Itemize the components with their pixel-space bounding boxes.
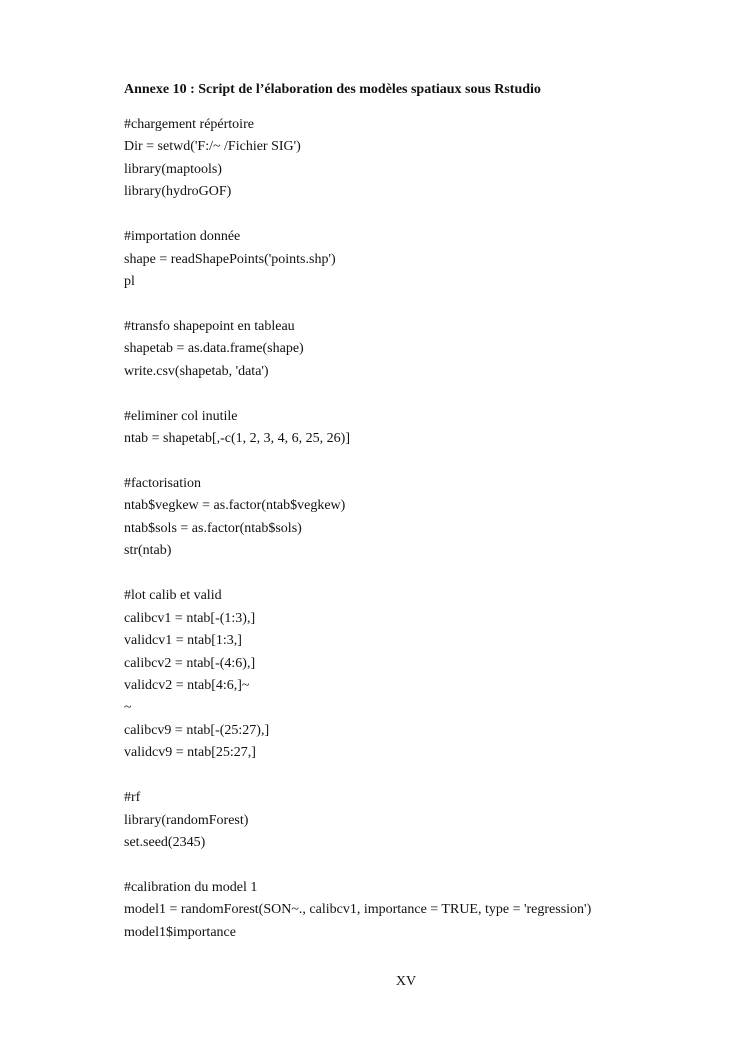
script-line: #eliminer col inutile <box>124 408 238 424</box>
script-line: set.seed(2345) <box>124 835 206 850</box>
blank-line <box>124 294 591 316</box>
blank-line <box>124 765 591 787</box>
script-line: calibcv2 = ntab[-(4:6),] <box>124 655 256 671</box>
script-line: model1$importance <box>124 924 236 940</box>
script-line: ~ <box>124 700 132 716</box>
script-line: shape = readShapePoints('points.shp') <box>124 251 336 267</box>
script-line: library(hydroGOF) <box>124 184 232 200</box>
blank-line <box>124 204 591 226</box>
script-line: #calibration du model 1 <box>124 879 258 895</box>
r-script-block <box>124 114 591 944</box>
script-line: #rf <box>124 790 141 806</box>
script-line: #chargement répértoire <box>124 117 254 132</box>
page-number: XV <box>395 974 417 989</box>
script-line: Dir = setwd('F:/~ /Fichier SIG') <box>124 139 301 155</box>
script-line: validcv1 = ntab[1:3,] <box>124 633 242 649</box>
script-line: pl <box>124 274 135 290</box>
script-line: #transfo shapepoint en tableau <box>124 318 295 334</box>
script-line: ntab$sols = as.factor(ntab$sols) <box>124 520 302 536</box>
blank-line <box>124 451 591 473</box>
script-line: model1 = randomForest(SON~., calibcv1, importance = TRUE, type = 'regression') <box>124 902 592 918</box>
script-line: calibcv9 = ntab[-(25:27),] <box>124 722 270 738</box>
script-line: validcv2 = ntab[4:6,]~ <box>124 677 250 693</box>
script-line: str(ntab) <box>124 543 172 559</box>
script-line: write.csv(shapetab, 'data') <box>124 363 269 379</box>
script-line: ntab$vegkew = as.factor(ntab$vegkew) <box>124 498 346 514</box>
script-line: shapetab = as.data.frame(shape) <box>124 341 304 357</box>
script-line: #factorisation <box>124 476 201 491</box>
script-line: calibcv1 = ntab[-(1:3),] <box>124 610 256 626</box>
annex-title: Annexe 10 : Script de l’élaboration des modèles spatiaux sous Rstudio <box>124 82 541 97</box>
script-line: validcv9 = ntab[25:27,] <box>124 745 256 761</box>
blank-line <box>124 563 591 585</box>
script-line: #lot calib et valid <box>124 588 222 604</box>
blank-line <box>124 854 591 876</box>
script-line: library(randomForest) <box>124 812 249 828</box>
script-line: library(maptools) <box>124 161 222 177</box>
script-line: ntab = shapetab[,-c(1, 2, 3, 4, 6, 25, 26)] <box>124 431 351 447</box>
blank-line <box>124 383 591 405</box>
script-line: #importation donnée <box>124 229 241 245</box>
